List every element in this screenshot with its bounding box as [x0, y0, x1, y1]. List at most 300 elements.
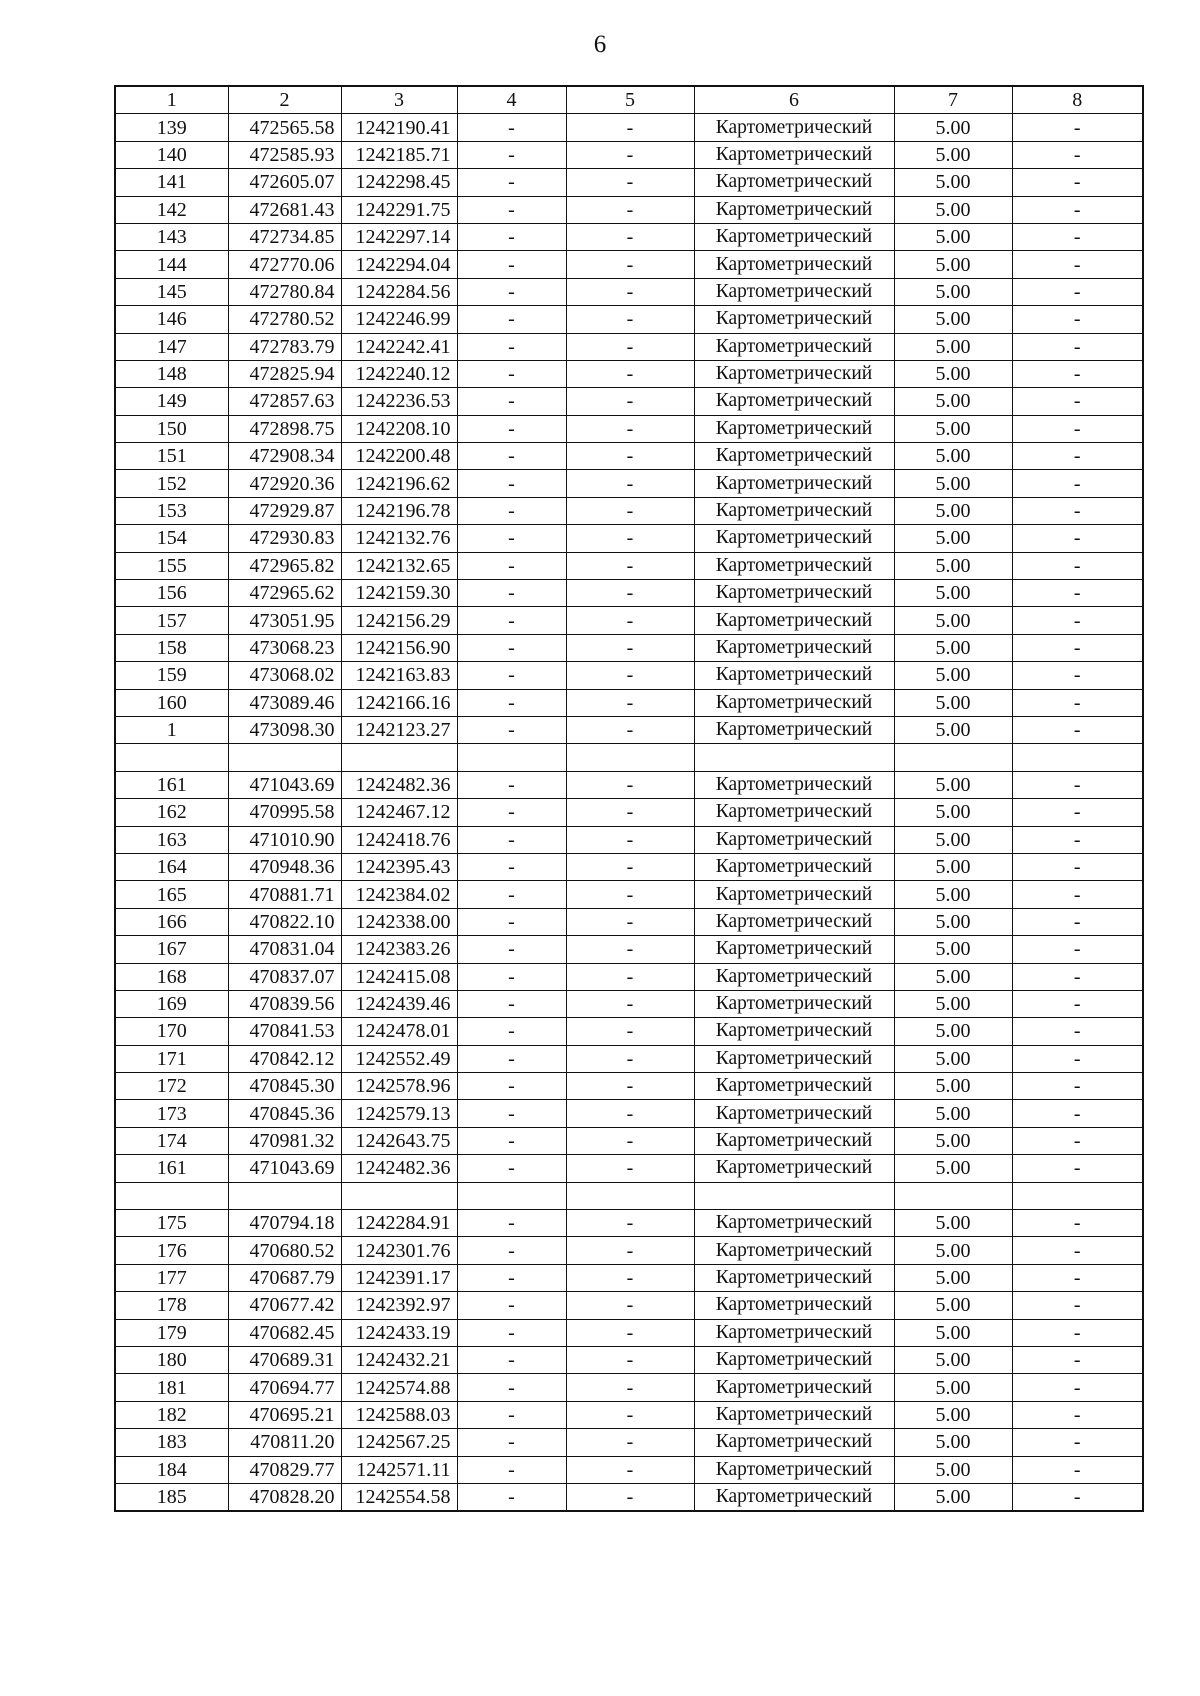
cell-method: Картометрический	[694, 1401, 894, 1428]
coordinates-table	[114, 85, 1144, 1512]
cell-col-4: -	[457, 497, 566, 524]
cell-y-coordinate: 1242159.30	[341, 580, 457, 607]
cell-col-5: -	[566, 1292, 694, 1319]
cell-point-number: 156	[115, 580, 228, 607]
cell-y-coordinate: 1242338.00	[341, 908, 457, 935]
cell-col-5: -	[566, 223, 694, 250]
cell-y-coordinate: 1242482.36	[341, 1155, 457, 1182]
cell-col-8: -	[1012, 689, 1143, 716]
cell-x-coordinate	[228, 1182, 341, 1209]
cell-col-5: -	[566, 1319, 694, 1346]
cell-x-coordinate: 473051.95	[228, 607, 341, 634]
separator-row	[115, 1182, 1143, 1209]
cell-col-8: -	[1012, 415, 1143, 442]
cell-x-coordinate: 472965.62	[228, 580, 341, 607]
cell-col-8: -	[1012, 1456, 1143, 1483]
cell-accuracy: 5.00	[894, 278, 1012, 305]
cell-point-number: 144	[115, 251, 228, 278]
cell-accuracy: 5.00	[894, 497, 1012, 524]
cell-x-coordinate: 472898.75	[228, 415, 341, 442]
table-row	[115, 306, 1143, 333]
column-header-4: 4	[457, 86, 566, 114]
cell-y-coordinate: 1242567.25	[341, 1429, 457, 1456]
cell-col-4: -	[457, 223, 566, 250]
cell-x-coordinate: 470829.77	[228, 1456, 341, 1483]
cell-method: Картометрический	[694, 881, 894, 908]
column-header-8: 8	[1012, 86, 1143, 114]
cell-method: Картометрический	[694, 936, 894, 963]
cell-point-number: 169	[115, 990, 228, 1017]
cell-x-coordinate: 472585.93	[228, 141, 341, 168]
table-row	[115, 552, 1143, 579]
cell-col-4: -	[457, 1237, 566, 1264]
cell-col-5: -	[566, 826, 694, 853]
cell-col-8: -	[1012, 169, 1143, 196]
cell-point-number: 159	[115, 662, 228, 689]
cell-point-number: 143	[115, 223, 228, 250]
cell-y-coordinate: 1242433.19	[341, 1319, 457, 1346]
cell-accuracy: 5.00	[894, 470, 1012, 497]
cell-point-number: 145	[115, 278, 228, 305]
cell-point-number: 155	[115, 552, 228, 579]
cell-col-5: -	[566, 196, 694, 223]
cell-point-number: 139	[115, 114, 228, 141]
cell-point-number: 175	[115, 1210, 228, 1237]
cell-accuracy	[894, 1182, 1012, 1209]
cell-col-4: -	[457, 415, 566, 442]
table-row	[115, 1073, 1143, 1100]
cell-method: Картометрический	[694, 1374, 894, 1401]
column-header-7: 7	[894, 86, 1012, 114]
cell-point-number: 154	[115, 525, 228, 552]
cell-col-8: -	[1012, 853, 1143, 880]
cell-col-4: -	[457, 826, 566, 853]
cell-accuracy: 5.00	[894, 936, 1012, 963]
cell-point-number: 185	[115, 1483, 228, 1511]
cell-col-4: -	[457, 443, 566, 470]
cell-accuracy: 5.00	[894, 169, 1012, 196]
cell-col-8: -	[1012, 306, 1143, 333]
cell-col-8: -	[1012, 1210, 1143, 1237]
cell-method: Картометрический	[694, 1264, 894, 1291]
cell-col-8: -	[1012, 525, 1143, 552]
cell-col-4: -	[457, 114, 566, 141]
cell-col-5: -	[566, 278, 694, 305]
cell-y-coordinate: 1242163.83	[341, 662, 457, 689]
table-row	[115, 799, 1143, 826]
cell-method: Картометрический	[694, 552, 894, 579]
cell-x-coordinate: 472605.07	[228, 169, 341, 196]
cell-method	[694, 744, 894, 771]
cell-y-coordinate: 1242384.02	[341, 881, 457, 908]
cell-col-5: -	[566, 169, 694, 196]
cell-y-coordinate: 1242156.29	[341, 607, 457, 634]
table-row	[115, 525, 1143, 552]
cell-y-coordinate: 1242415.08	[341, 963, 457, 990]
cell-col-8: -	[1012, 1374, 1143, 1401]
table-row	[115, 580, 1143, 607]
cell-x-coordinate: 470794.18	[228, 1210, 341, 1237]
cell-col-4: -	[457, 580, 566, 607]
cell-accuracy: 5.00	[894, 1237, 1012, 1264]
table-row	[115, 141, 1143, 168]
cell-col-5: -	[566, 1401, 694, 1428]
cell-col-8: -	[1012, 278, 1143, 305]
page-number: 6	[593, 31, 607, 58]
cell-point-number: 162	[115, 799, 228, 826]
cell-y-coordinate: 1242301.76	[341, 1237, 457, 1264]
cell-col-8: -	[1012, 1127, 1143, 1154]
cell-col-4: -	[457, 936, 566, 963]
table-row	[115, 1264, 1143, 1291]
cell-col-4: -	[457, 360, 566, 387]
cell-x-coordinate: 470842.12	[228, 1045, 341, 1072]
cell-col-8: -	[1012, 881, 1143, 908]
cell-col-4: -	[457, 1100, 566, 1127]
cell-col-5: -	[566, 360, 694, 387]
cell-accuracy: 5.00	[894, 1401, 1012, 1428]
table-row	[115, 607, 1143, 634]
cell-method: Картометрический	[694, 196, 894, 223]
cell-col-4	[457, 744, 566, 771]
cell-point-number: 166	[115, 908, 228, 935]
cell-method: Картометрический	[694, 1346, 894, 1373]
cell-col-5: -	[566, 1483, 694, 1511]
cell-accuracy: 5.00	[894, 1127, 1012, 1154]
cell-col-4: -	[457, 1210, 566, 1237]
cell-accuracy: 5.00	[894, 1429, 1012, 1456]
cell-y-coordinate: 1242482.36	[341, 771, 457, 798]
cell-col-8: -	[1012, 1018, 1143, 1045]
cell-method: Картометрический	[694, 470, 894, 497]
cell-point-number: 177	[115, 1264, 228, 1291]
cell-accuracy: 5.00	[894, 333, 1012, 360]
cell-col-8: -	[1012, 497, 1143, 524]
cell-point-number: 173	[115, 1100, 228, 1127]
cell-col-5	[566, 1182, 694, 1209]
cell-col-8: -	[1012, 251, 1143, 278]
cell-col-5: -	[566, 1018, 694, 1045]
cell-col-4: -	[457, 1319, 566, 1346]
cell-y-coordinate: 1242478.01	[341, 1018, 457, 1045]
cell-accuracy: 5.00	[894, 223, 1012, 250]
cell-x-coordinate: 470995.58	[228, 799, 341, 826]
cell-accuracy: 5.00	[894, 716, 1012, 743]
cell-accuracy: 5.00	[894, 196, 1012, 223]
cell-method: Картометрический	[694, 525, 894, 552]
cell-point-number: 158	[115, 634, 228, 661]
cell-point-number: 161	[115, 771, 228, 798]
table-row	[115, 1210, 1143, 1237]
table-row	[115, 716, 1143, 743]
cell-point-number: 163	[115, 826, 228, 853]
column-header-2: 2	[228, 86, 341, 114]
cell-accuracy: 5.00	[894, 881, 1012, 908]
cell-point-number: 181	[115, 1374, 228, 1401]
cell-x-coordinate: 472734.85	[228, 223, 341, 250]
cell-col-8: -	[1012, 1045, 1143, 1072]
cell-col-4: -	[457, 1456, 566, 1483]
cell-method: Картометрический	[694, 1237, 894, 1264]
table-row	[115, 908, 1143, 935]
cell-col-8: -	[1012, 826, 1143, 853]
cell-col-4: -	[457, 689, 566, 716]
column-header-5: 5	[566, 86, 694, 114]
cell-x-coordinate: 470981.32	[228, 1127, 341, 1154]
cell-y-coordinate: 1242132.76	[341, 525, 457, 552]
cell-col-5: -	[566, 936, 694, 963]
cell-accuracy: 5.00	[894, 799, 1012, 826]
cell-col-8: -	[1012, 114, 1143, 141]
cell-x-coordinate: 472965.82	[228, 552, 341, 579]
cell-col-5: -	[566, 1210, 694, 1237]
table-row	[115, 1429, 1143, 1456]
cell-col-4: -	[457, 388, 566, 415]
cell-method: Картометрический	[694, 1456, 894, 1483]
cell-method: Картометрический	[694, 278, 894, 305]
table-row	[115, 1401, 1143, 1428]
cell-col-5: -	[566, 114, 694, 141]
cell-method: Картометрический	[694, 1319, 894, 1346]
cell-col-5: -	[566, 141, 694, 168]
cell-x-coordinate: 470881.71	[228, 881, 341, 908]
cell-col-5: -	[566, 1264, 694, 1291]
cell-x-coordinate: 471043.69	[228, 771, 341, 798]
cell-point-number: 160	[115, 689, 228, 716]
cell-y-coordinate: 1242291.75	[341, 196, 457, 223]
cell-y-coordinate: 1242185.71	[341, 141, 457, 168]
cell-y-coordinate: 1242418.76	[341, 826, 457, 853]
cell-col-4: -	[457, 169, 566, 196]
cell-x-coordinate: 470811.20	[228, 1429, 341, 1456]
cell-method	[694, 1182, 894, 1209]
cell-col-4: -	[457, 1127, 566, 1154]
cell-point-number: 167	[115, 936, 228, 963]
cell-method: Картометрический	[694, 1073, 894, 1100]
cell-y-coordinate: 1242391.17	[341, 1264, 457, 1291]
cell-x-coordinate: 472930.83	[228, 525, 341, 552]
cell-col-5: -	[566, 853, 694, 880]
table-row	[115, 114, 1143, 141]
cell-x-coordinate	[228, 744, 341, 771]
cell-col-4: -	[457, 607, 566, 634]
cell-col-4: -	[457, 278, 566, 305]
cell-x-coordinate: 470695.21	[228, 1401, 341, 1428]
cell-y-coordinate: 1242236.53	[341, 388, 457, 415]
cell-col-8: -	[1012, 388, 1143, 415]
cell-col-8: -	[1012, 141, 1143, 168]
cell-accuracy: 5.00	[894, 908, 1012, 935]
cell-x-coordinate: 470689.31	[228, 1346, 341, 1373]
cell-col-8: -	[1012, 799, 1143, 826]
cell-col-4: -	[457, 634, 566, 661]
cell-col-5: -	[566, 689, 694, 716]
table-row	[115, 634, 1143, 661]
cell-point-number: 152	[115, 470, 228, 497]
cell-y-coordinate: 1242132.65	[341, 552, 457, 579]
cell-x-coordinate: 472681.43	[228, 196, 341, 223]
table-row	[115, 497, 1143, 524]
cell-x-coordinate: 470694.77	[228, 1374, 341, 1401]
cell-col-5: -	[566, 908, 694, 935]
cell-point-number: 148	[115, 360, 228, 387]
cell-x-coordinate: 470837.07	[228, 963, 341, 990]
cell-col-5: -	[566, 525, 694, 552]
cell-accuracy: 5.00	[894, 415, 1012, 442]
table-row	[115, 1374, 1143, 1401]
cell-accuracy: 5.00	[894, 1346, 1012, 1373]
table-row	[115, 1100, 1143, 1127]
cell-x-coordinate: 470680.52	[228, 1237, 341, 1264]
cell-y-coordinate: 1242123.27	[341, 716, 457, 743]
cell-x-coordinate: 470839.56	[228, 990, 341, 1017]
cell-accuracy: 5.00	[894, 689, 1012, 716]
column-header-3: 3	[341, 86, 457, 114]
cell-point-number: 147	[115, 333, 228, 360]
table-row	[115, 1319, 1143, 1346]
cell-x-coordinate: 472770.06	[228, 251, 341, 278]
cell-method: Картометрический	[694, 333, 894, 360]
cell-col-4: -	[457, 251, 566, 278]
cell-col-4: -	[457, 1155, 566, 1182]
cell-x-coordinate: 471010.90	[228, 826, 341, 853]
cell-col-5: -	[566, 580, 694, 607]
cell-x-coordinate: 470687.79	[228, 1264, 341, 1291]
cell-col-8: -	[1012, 1155, 1143, 1182]
cell-col-5: -	[566, 552, 694, 579]
cell-col-8: -	[1012, 1319, 1143, 1346]
cell-col-5: -	[566, 1374, 694, 1401]
cell-col-5: -	[566, 1346, 694, 1373]
cell-point-number: 179	[115, 1319, 228, 1346]
table-row	[115, 1127, 1143, 1154]
cell-col-4: -	[457, 799, 566, 826]
cell-method: Картометрический	[694, 634, 894, 661]
cell-col-5: -	[566, 306, 694, 333]
cell-col-5: -	[566, 1127, 694, 1154]
cell-y-coordinate: 1242552.49	[341, 1045, 457, 1072]
cell-col-4: -	[457, 141, 566, 168]
cell-col-8: -	[1012, 936, 1143, 963]
table-row	[115, 990, 1143, 1017]
cell-col-4: -	[457, 990, 566, 1017]
cell-point-number: 151	[115, 443, 228, 470]
cell-method: Картометрический	[694, 963, 894, 990]
cell-accuracy	[894, 744, 1012, 771]
cell-method: Картометрический	[694, 580, 894, 607]
cell-col-4: -	[457, 963, 566, 990]
cell-y-coordinate: 1242190.41	[341, 114, 457, 141]
cell-y-coordinate: 1242242.41	[341, 333, 457, 360]
cell-y-coordinate: 1242284.91	[341, 1210, 457, 1237]
cell-accuracy: 5.00	[894, 990, 1012, 1017]
cell-accuracy: 5.00	[894, 1456, 1012, 1483]
cell-col-8: -	[1012, 580, 1143, 607]
cell-method: Картометрический	[694, 1100, 894, 1127]
cell-col-5: -	[566, 881, 694, 908]
cell-col-4: -	[457, 853, 566, 880]
table-row	[115, 689, 1143, 716]
cell-col-8: -	[1012, 963, 1143, 990]
cell-col-8: -	[1012, 1264, 1143, 1291]
cell-col-5: -	[566, 443, 694, 470]
cell-col-5: -	[566, 470, 694, 497]
table-row	[115, 196, 1143, 223]
cell-col-4: -	[457, 716, 566, 743]
cell-col-4: -	[457, 525, 566, 552]
table-row	[115, 936, 1143, 963]
cell-x-coordinate: 472929.87	[228, 497, 341, 524]
cell-col-8: -	[1012, 196, 1143, 223]
cell-col-8: -	[1012, 443, 1143, 470]
cell-point-number	[115, 744, 228, 771]
cell-x-coordinate: 472920.36	[228, 470, 341, 497]
table-row	[115, 1045, 1143, 1072]
cell-accuracy: 5.00	[894, 388, 1012, 415]
cell-accuracy: 5.00	[894, 853, 1012, 880]
cell-method: Картометрический	[694, 1018, 894, 1045]
separator-row	[115, 744, 1143, 771]
cell-col-8: -	[1012, 552, 1143, 579]
cell-point-number	[115, 1182, 228, 1209]
cell-y-coordinate: 1242571.11	[341, 1456, 457, 1483]
cell-col-8: -	[1012, 662, 1143, 689]
table-body	[115, 86, 1143, 1511]
cell-col-4: -	[457, 1401, 566, 1428]
cell-col-4: -	[457, 1483, 566, 1511]
cell-method: Картометрический	[694, 223, 894, 250]
cell-accuracy: 5.00	[894, 1018, 1012, 1045]
cell-y-coordinate: 1242439.46	[341, 990, 457, 1017]
cell-col-4: -	[457, 662, 566, 689]
table-row	[115, 251, 1143, 278]
cell-accuracy: 5.00	[894, 114, 1012, 141]
cell-accuracy: 5.00	[894, 1374, 1012, 1401]
cell-accuracy: 5.00	[894, 1292, 1012, 1319]
cell-col-8: -	[1012, 1483, 1143, 1511]
cell-accuracy: 5.00	[894, 525, 1012, 552]
cell-col-5: -	[566, 990, 694, 1017]
column-header-1: 1	[115, 86, 228, 114]
table-row	[115, 1456, 1143, 1483]
cell-point-number: 178	[115, 1292, 228, 1319]
cell-point-number: 180	[115, 1346, 228, 1373]
cell-col-5: -	[566, 1100, 694, 1127]
cell-col-5: -	[566, 634, 694, 661]
table-row	[115, 278, 1143, 305]
table-row	[115, 169, 1143, 196]
table-row	[115, 771, 1143, 798]
cell-y-coordinate: 1242588.03	[341, 1401, 457, 1428]
cell-col-5: -	[566, 1045, 694, 1072]
cell-method: Картометрический	[694, 443, 894, 470]
cell-x-coordinate: 472565.58	[228, 114, 341, 141]
cell-x-coordinate: 471043.69	[228, 1155, 341, 1182]
cell-method: Картометрический	[694, 388, 894, 415]
cell-x-coordinate: 470948.36	[228, 853, 341, 880]
cell-method: Картометрический	[694, 1210, 894, 1237]
cell-accuracy: 5.00	[894, 306, 1012, 333]
cell-accuracy: 5.00	[894, 552, 1012, 579]
cell-accuracy: 5.00	[894, 141, 1012, 168]
cell-y-coordinate: 1242643.75	[341, 1127, 457, 1154]
cell-point-number: 183	[115, 1429, 228, 1456]
cell-col-5: -	[566, 662, 694, 689]
cell-accuracy: 5.00	[894, 1319, 1012, 1346]
cell-point-number: 140	[115, 141, 228, 168]
cell-col-8: -	[1012, 1346, 1143, 1373]
cell-y-coordinate: 1242395.43	[341, 853, 457, 880]
